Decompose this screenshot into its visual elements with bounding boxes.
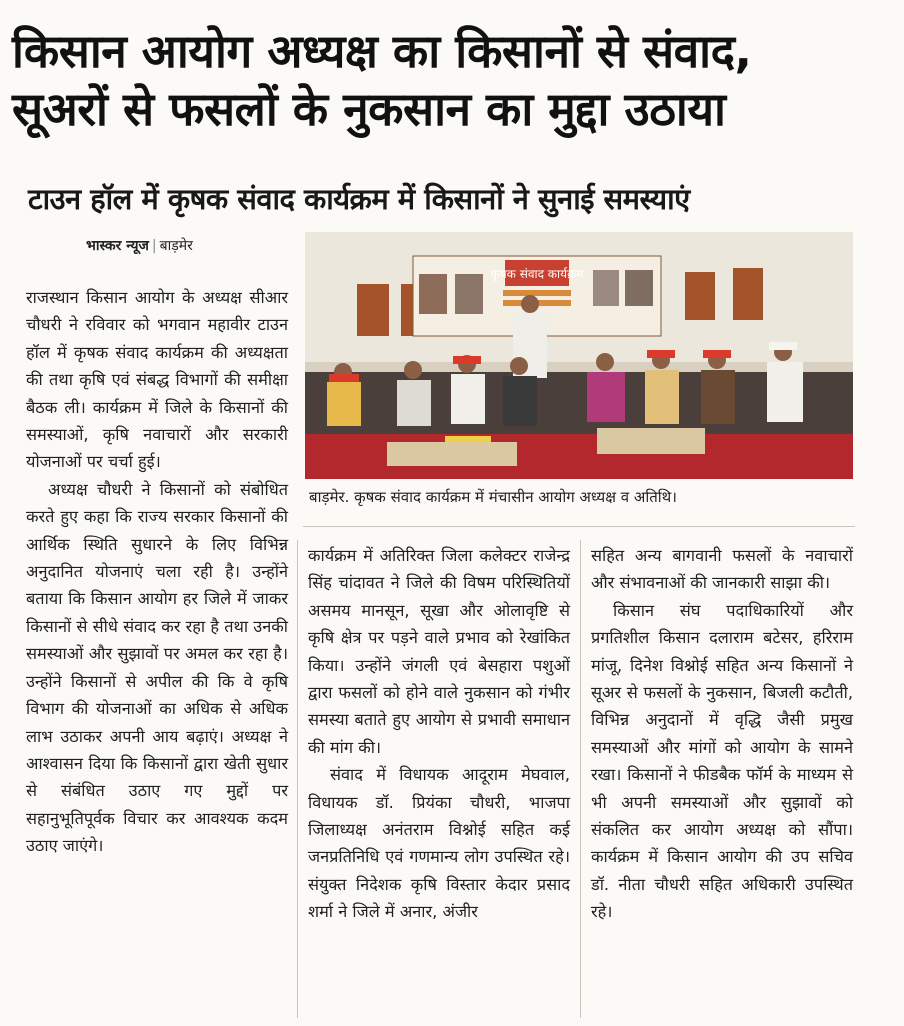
column-rule-2 — [580, 540, 581, 1018]
byline-source: भास्कर न्यूज — [86, 238, 149, 254]
window-3 — [685, 272, 715, 320]
column-rule-1 — [297, 540, 298, 1018]
banner-title: कृषक संवाद कार्यक्रम — [490, 267, 584, 281]
photo-rule — [303, 526, 855, 527]
banner-portrait-3 — [593, 270, 619, 306]
paragraph-2: अध्यक्ष चौधरी ने किसानों को संबोधित करते हुए कहा कि राज्य सरकार किसानों की आर्थिक स्थिति सुधारने के लिए विभिन्न अनुदानित योजनाएं चला रही है। उन्होंने बताया कि किसान आयोग हर जिले में जाकर किसानों से सीधे संवाद कर रहा है तथा उनकी समस्याओं और सुझावों पर अमल कर रहा है। उन्होंने किसानों से अपील की कि वे कृषि विभाग की योजनाओं का अधिक से अधिक लाभ उठाकर अपनी आय बढ़ाएं। अध्यक्ष ने आश्वासन दिया कि किसानों द्वारा खेती सुधार से संबंधित उठाए गए मुद्दों पर सहानुभूतिपूर्वक विचार कर आवश्यक कदम उठाए जाएंगे। — [26, 479, 288, 856]
column-1 — [26, 284, 288, 860]
column-2 — [308, 542, 570, 926]
subheadline: टाउन हॉल में कृषक संवाद कार्यक्रम में किसानों ने सुनाई समस्याएं — [28, 182, 690, 216]
headline-line-2: सूअरों से फसलों के नुकसान का मुद्दा उठाया — [12, 82, 726, 136]
paragraph-3: कार्यक्रम में अतिरिक्त जिला कलेक्टर राजेन्द्र सिंह चांदावत ने जिले की विषम परिस्थितियों असमय मानसून, सूखा और ओलावृष्टि से कृषि क्षेत्र पर पड़ने वाले प्रभाव को रेखांकित किया। उन्होंने जंगली एवं बेसहारा पशुओं द्वारा फसलों को होने वाले नुकसान को गंभीर समस्या बताते हुए आयोग से प्रभावी समाधान की मांग की। — [308, 546, 570, 757]
window-1 — [357, 284, 389, 336]
paragraph-5: सहित अन्य बागवानी फसलों के नवाचारों और संभावनाओं की जानकारी साझा की। — [591, 546, 853, 593]
window-4 — [733, 268, 763, 320]
byline-separator: | — [151, 238, 157, 254]
headline — [12, 22, 897, 138]
photo-caption: बाड़मेर. कृषक संवाद कार्यक्रम में मंचासीन आयोग अध्यक्ष व अतिथि। — [309, 488, 677, 506]
event-photo-illustration — [305, 232, 853, 479]
banner-strip-1 — [503, 290, 571, 296]
byline — [86, 236, 193, 255]
banner-portrait-4 — [625, 270, 653, 306]
table-flowers — [445, 436, 491, 442]
banner-portrait-1 — [419, 274, 447, 314]
speaker-head — [521, 295, 539, 313]
banner-portrait-2 — [455, 274, 483, 314]
stage-table-1 — [387, 442, 517, 466]
headline-line-1: किसान आयोग अध्यक्ष का किसानों से संवाद, — [12, 24, 752, 78]
paragraph-1: राजस्थान किसान आयोग के अध्यक्ष सीआर चौधरी ने रविवार को भगवान महावीर टाउन हॉल में कृषक संवाद कार्यक्रम की अध्यक्षता की तथा कृषि एवं संबद्ध विभागों की समीक्षा बैठक ली। कार्यक्रम में जिले के किसानों की समस्याओं, कृषि नवाचारों और सरकारी योजनाओं पर चर्चा हुई। — [26, 288, 288, 472]
paragraph-4: संवाद में विधायक आदूराम मेघवाल, विधायक डॉ. प्रियंका चौधरी, भाजपा जिलाध्यक्ष अनंतराम विश्नोई सहित कई जनप्रतिनिधि एवं गणमान्य लोग उपस्थित रहे। संयुक्त निदेशक कृषि विस्तार केदार प्रसाद शर्मा ने जिले में अनार, अंजीर — [308, 765, 570, 922]
stage-table-2 — [597, 428, 705, 454]
byline-place: बाड़मेर — [159, 238, 193, 254]
event-photo — [305, 232, 853, 479]
paragraph-6: किसान संघ पदाधिकारियों और प्रगतिशील किसान दलाराम बटेसर, हरिराम मांजू, दिनेश विश्नोई सहित अन्य किसानों ने सूअर से फसलों के नुकसान, बिजली कटौती, विभिन्न अनुदानों में वृद्धि जैसी प्रमुख समस्याओं और मांगों को आयोग के सामने रखा। किसानों ने फीडबैक फॉर्म के माध्यम से भी अपनी समस्याओं और सुझावों को संकलित कर आयोग अध्यक्ष को सौंपा। कार्यक्रम में किसान आयोग की उप सचिव डॉ. नीता चौधरी सहित अधिकारी उपस्थित रहे। — [591, 600, 853, 922]
column-3 — [591, 542, 853, 926]
